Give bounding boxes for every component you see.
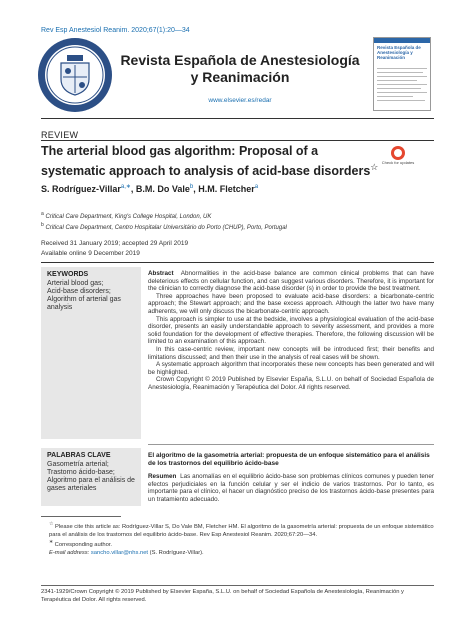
abstract-paragraph: Three approaches have been proposed to evaluate acid-base disorders: a bicarbonate-centric approach; the Stewart approach; and the base excess approach. Although the latter two have many adherents, we will only discuss the bicarbonate-centric approach. xyxy=(148,292,434,315)
affiliation: $^b$ Critical Care Department, Centro Hospitalar Universitário do Porto (CHUP), Porto, Portugal xyxy=(41,222,287,231)
society-seal-logo xyxy=(37,37,113,113)
affiliation: $^a$ Critical Care Department, King's College Hospital, London, UK xyxy=(41,211,212,220)
keywords-box xyxy=(41,267,141,439)
keyword: Trastorno ácido-base; xyxy=(47,469,115,476)
section-rule xyxy=(41,140,434,141)
author-affiliation-ref[interactable]: a xyxy=(254,184,259,190)
keyword: Algoritmo para el análisis de gases arteriales xyxy=(47,477,135,492)
abstract-paragraph: Abnormalities in the acid-base balance are common clinical problems that can have deleterious effects on cellular function, and can suggest various disorders. Therefore, it is important for the clinician to correctly diagnose the acid-base disorder (s) in order to provide the best treatment. xyxy=(148,270,435,293)
dates-rule xyxy=(41,262,434,263)
received-dates: Received 31 January 2019; accepted 29 April 2019 xyxy=(41,240,189,247)
email-line: E-mail address: sancho.villar@nhs.net (S. Rodríguez-Villar). xyxy=(49,549,204,556)
resumen-label: Resumen xyxy=(148,473,177,480)
abstract-label: Abstract xyxy=(148,270,174,277)
footnotes xyxy=(41,521,434,557)
palabras-clave-box xyxy=(41,448,141,506)
journal-url-link[interactable]: www.elsevier.es/redar xyxy=(208,97,272,104)
abstract-rule xyxy=(148,444,434,445)
article-title: The arterial blood gas algorithm: Proposal of a systematic approach to analysis of acid-base disorders☆ xyxy=(41,144,379,179)
resumen-abstract xyxy=(148,473,434,503)
keyword: Gasometría arterial; xyxy=(47,461,109,468)
journal-cover-thumbnail xyxy=(373,37,431,111)
header-rule xyxy=(41,118,434,119)
abstract-paragraph: A systematic approach algorithm that incorporates these new concepts has been generated and will be highlighted. xyxy=(148,361,434,376)
available-online-date: Available online 9 December 2019 xyxy=(41,250,140,257)
keyword: Arterial blood gas; xyxy=(47,280,104,287)
author-affiliation-ref[interactable]: b xyxy=(189,184,194,190)
abstract-paragraph: This approach is simpler to use at the bedside, involves a physiological evaluation of the acid-base disorder, presents an easily understandable approach to severity assessment, and provides a more solid foundation for the development of effective therapies. Therefore, the following discussion will be limited to an examination of this approach. xyxy=(148,315,434,346)
abstract-english xyxy=(148,270,434,392)
corresponding-author-note: ∗ Corresponding author. xyxy=(49,540,113,549)
article-title-text: The arterial blood gas algorithm: Proposal of a systematic approach to analysis of acid-base disorders xyxy=(41,144,371,179)
email-link[interactable]: sancho.villar@nhs.net xyxy=(90,549,149,556)
crossmark-button[interactable] xyxy=(380,146,416,166)
copyright-line: Crown Copyright © 2019 Published by Elsevier España, S.L.U. on behalf of Sociedad Española de Anestesiología, Reanimación y Terapéutica del Dolor. All rights reserved. xyxy=(148,376,434,391)
palabras-clave-heading: PALABRAS CLAVE xyxy=(47,452,111,459)
journal-title xyxy=(120,52,360,86)
cover-title: Revista Española de Anestesiología y Reanimación xyxy=(377,45,421,60)
keywords-heading: KEYWORDS xyxy=(47,271,89,278)
journal-reference: Rev Esp Anestesiol Reanim. 2020;67(1):20—34 xyxy=(41,27,190,34)
journal-title-line2: y Reanimación xyxy=(190,69,290,85)
keyword: Algorithm of arterial gas analysis xyxy=(47,296,121,311)
section-label: REVIEW xyxy=(41,130,79,140)
author-name: H.M. Fletcher xyxy=(198,184,255,194)
author-name: B.M. Do Vale xyxy=(135,184,190,194)
copyright-footer: 2341-1929/Crown Copyright © 2019 Published by Elsevier España, S.L.U. on behalf of Sociedad Española de Anestesiología, Reanimación y Terapéutica del Dolor. All rights reserved. xyxy=(41,589,404,603)
footnote-rule xyxy=(41,516,121,517)
copyright-rule xyxy=(41,585,434,586)
crossmark-icon xyxy=(391,146,405,160)
author-name: S. Rodríguez-Villar xyxy=(41,184,121,194)
author-affiliation-ref[interactable]: a,∗ xyxy=(120,184,131,190)
crossmark-label: Check for updates xyxy=(381,160,415,165)
journal-title-line1: Revista Española de Anestesiología xyxy=(120,52,360,68)
resumen-text: Las anomalías en el equilibrio ácido-base son problemas clínicos comunes y pueden tener efectos perjudiciales en la función celular y ser el indicio de varios trastornos. Por lo tanto, es importante para el clínico, el hacer un diagnóstico preciso de los trastornos ácido-base presentes para un tratamiento adecuado. xyxy=(148,473,434,503)
keyword: Acid-base disorders; xyxy=(47,288,111,295)
abstract-paragraph: In this case-centric review, important new concepts will be introduced first; their benefits and limitations discussed; and then their use in the analysis of real cases will be shown. xyxy=(148,345,434,361)
resumen-title: El algoritmo de la gasometría arterial: propuesta de un enfoque sistemático para el análisis de los trastornos del equilibrio ácido-base xyxy=(148,452,430,467)
citation-footnote: ☆ Please cite this article as: Rodríguez-Villar S, Do Vale BM, Fletcher HM. El algoritmo de la gasometría arterial: propuesta de un enfoque sistemático para el análisis de los trastornos del equilibrio ácido-base. Rev Esp Anestesiol Reanim. 2020;67:20—34. xyxy=(49,522,434,538)
author-list: S. Rodríguez-Villar$^{a,∗}$, B.M. Do Vale$^b$, H.M. Fletcher$^a$ xyxy=(41,184,259,194)
